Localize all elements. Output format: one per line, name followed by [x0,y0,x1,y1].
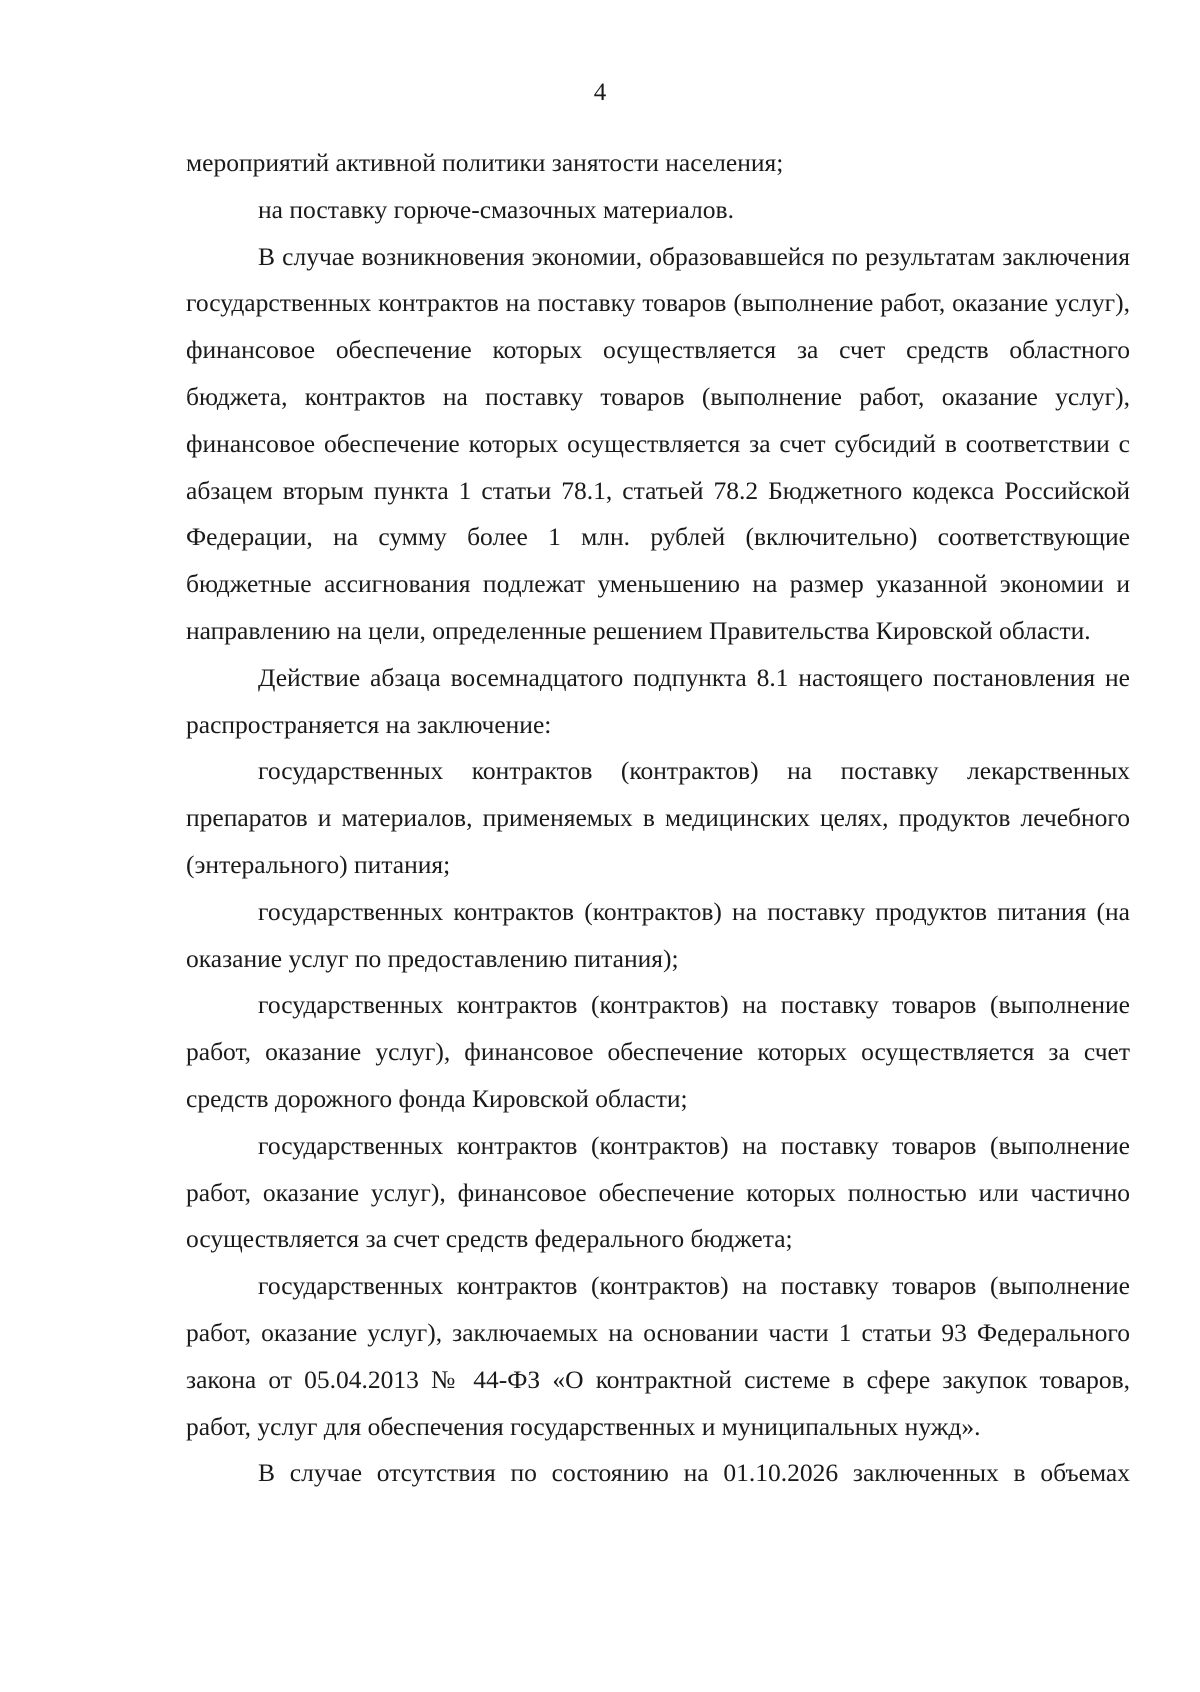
paragraph-exceptions-intro: Действие абзаца восемнадцатого подпункта 8.1 настоящего постановления не распространяется на заключение: [186,662,1130,739]
paragraph-savings: В случае возникновения экономии, образовавшейся по результатам заключения государственных контрактов на поставку товаров (выполнение работ, оказание услуг), финансовое обеспечение которых осуществляется за счет средств областного бюджета, контрактов на поставку товаров (выполнение работ, оказание услуг), финансовое обеспечение которых осуществляется за счет субсидий в соответствии с абзацем вторым пункта 1 статьи 78.1, статьей 78.2 Бюджетного кодекса Российской Федерации, на сумму более 1 млн. рублей (включительно) соответствующие бюджетные ассигнования подлежат уменьшению на размер указанной экономии и направлению на цели, определенные решением Правительства Кировской области. [186,241,1130,645]
paragraph-continuation: мероприятий активной политики занятости населения; [186,148,784,177]
paragraph-fuel-supply: на поставку горюче-смазочных материалов. [258,194,734,224]
paragraph-absence-of-contracts: В случае отсутствия по состоянию на 01.10.2026 заключенных в объемах [258,1458,1130,1488]
page-number: 4 [593,79,607,106]
paragraph-road-fund: государственных контрактов (контрактов) на поставку товаров (выполнение работ, оказание услуг), финансовое обеспечение которых осуществляется за счет средств дорожного фонда Кировской области; [186,990,1130,1113]
document-body [186,140,1130,1497]
paragraph-food: государственных контрактов (контрактов) на поставку продуктов питания (на оказание услуг по предоставлению питания); [186,896,1130,973]
paragraph-federal-budget: государственных контрактов (контрактов) на поставку товаров (выполнение работ, оказание услуг), финансовое обеспечение которых полностью или частично осуществляется за счет средств федерального бюджета; [186,1130,1130,1254]
paragraph-article-93: государственных контрактов (контрактов) на поставку товаров (выполнение работ, оказание услуг), заключаемых на основании части 1 статьи 93 Федерального закона от 05.04.2013 № 44-ФЗ «О контрактной системе в сфере закупок товаров, работ, услуг для обеспечения государственных и муниципальных нужд». [186,1271,1130,1441]
paragraph-medicines: государственных контрактов (контрактов) на поставку лекарственных препаратов и материалов, применяемых в медицинских целях, продуктов лечебного (энтерального) питания; [186,756,1130,879]
